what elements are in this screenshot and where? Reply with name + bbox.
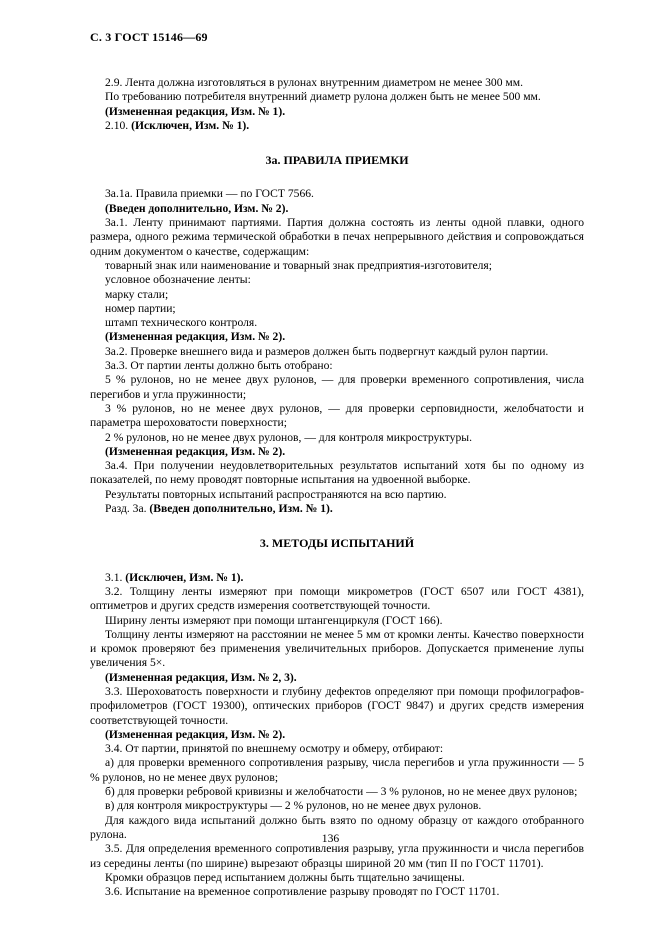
paragraph-3a-4-continued: Результаты повторных испытаний распространяются на всю партию. [105,487,447,501]
amendment-note: (Измененная редакция, Изм. № 1). [105,104,286,118]
paragraph-3a-1: 3а.1. Ленту принимают партиями. Партия должна состоять из ленты одной плавки, одного размера, одного режима термической обработки в печах непрерывного действия и сопровождаться одним документом о качестве, содержащим: [90,216,584,258]
paragraph-3-4-b: б) для проверки ребровой кривизны и желобчатости — 3 % рулонов, но не менее двух рулонов; [105,785,578,799]
paragraph-3-5: 3.5. Для определения временного сопротивления разрыву, угла пружинности и числа перегибов из середины ленты (по ширине) вырезают образцы шириной 20 мм (тип II по ГОСТ 11701). [90,842,584,870]
paragraph-2-10 [90,119,584,133]
list-item: условное обозначение ленты: [105,273,251,287]
list-item: товарный знак или наименование и товарный знак предприятия-изготовителя; [105,258,492,272]
clause-number: 3.1. [105,570,123,584]
paragraph-3-2-continued: Ширину ленты измеряют при помощи штангенциркуля (ГОСТ 166). [105,613,443,627]
section-amendment [90,502,584,516]
list-item: марку стали; [105,287,169,301]
paragraph-3-4-a: а) для проверки временного сопротивления разрыву, числа перегибов и угла пружинности — 5 % рулонов, но не менее двух рулонов; [90,756,584,784]
paragraph-3a-1a: 3а.1а. Правила приемки — по ГОСТ 7566. [105,187,314,201]
section-ref: Разд. 3а. [105,502,147,516]
paragraph-3-4-c: в) для контроля микроструктуры — 2 % рулонов, но не менее двух рулонов. [105,799,482,813]
page-number: 136 [321,832,340,845]
paragraph-3a-2: 3а.2. Проверке внешнего вида и размеров должен быть подвергнут каждый рулон партии. [105,344,549,358]
paragraph-3-2-thickness: Толщину ленты измеряют на расстоянии не менее 5 мм от кромки ленты. Качество поверхности и кромок проверяют без применения увеличительных приборов. Допускается применение лупы увеличения 5×. [90,627,584,670]
paragraph-3a-3: 3а.3. От партии ленты должно быть отобрано: [105,359,333,373]
amendment-note: (Измененная редакция, Изм. № 2). [105,444,286,458]
amendment-note: (Исключен, Изм. № 1). [131,118,250,132]
paragraph-3a-3-b: 3 % рулонов, но не менее двух рулонов, — для проверки серповидности, желобчатости и параметра шероховатости поверхности; [90,401,584,430]
paragraph-3-3: 3.3. Шероховатость поверхности и глубину дефектов определяют при помощи профилографов-профилометров (ГОСТ 19300), оптических приборов (ГОСТ 9847) и других средств измерения соответствующей точности. [90,684,584,727]
paragraph-3-6: 3.6. Испытание на временное сопротивление разрыву проводят по ГОСТ 11701. [105,885,500,899]
paragraph-3a-3-a: 5 % рулонов, но не менее двух рулонов, — для проверки временного сопротивления, числа перегибов и угла пружинности; [90,373,584,401]
amendment-note: (Измененная редакция, Изм. № 2). [105,727,286,741]
section-heading-test-methods: 3. МЕТОДЫ ИСПЫТАНИЙ [259,536,415,551]
paragraph-2-9-continued: По требованию потребителя внутренний диаметр рулона должен быть не менее 500 мм. [105,90,541,104]
paragraph-3a-4: 3а.4. При получении неудовлетворительных результатов испытаний хотя бы по одному из показателей, по нему проводят повторные испытания на удвоенной выборке. [90,459,584,487]
amendment-note: (Измененная редакция, Изм. № 2). [105,330,286,344]
paragraph-3-4-d: Для каждого вида испытаний должно быть взято по одному образцу от каждого отобранного рулона. [90,813,584,841]
page-header: С. 3 ГОСТ 15146—69 [90,30,208,44]
paragraph-3-1 [90,571,584,585]
paragraph-3-5-continued: Кромки образцов перед испытанием должны быть тщательно зачищены. [105,870,465,884]
section-heading-acceptance-rules: 3а. ПРАВИЛА ПРИЕМКИ [265,153,409,168]
amendment-note: (Исключен, Изм. № 1). [125,570,244,584]
paragraph-3-2: 3.2. Толщину ленты измеряют при помощи микрометров (ГОСТ 6507 или ГОСТ 4381), оптиметров и других средств измерения соответствующей точности. [90,584,584,613]
paragraph-3-4: 3.4. От партии, принятой по внешнему осмотру и обмеру, отбирают: [105,742,444,756]
clause-number: 2.10. [105,118,129,132]
paragraph-3a-3-c: 2 % рулонов, но не менее двух рулонов, — для контроля микроструктуры. [105,430,472,444]
amendment-note: (Введен дополнительно, Изм. № 2). [105,201,289,215]
amendment-note: (Введен дополнительно, Изм. № 1). [149,502,333,516]
document-body [90,76,584,899]
list-item: штамп технического контроля. [105,316,258,330]
paragraph-2-9: 2.9. Лента должна изготовляться в рулонах внутренним диаметром не менее 300 мм. [105,76,523,89]
amendment-note: (Измененная редакция, Изм. № 2, 3). [105,670,297,684]
list-item: номер партии; [105,301,176,315]
